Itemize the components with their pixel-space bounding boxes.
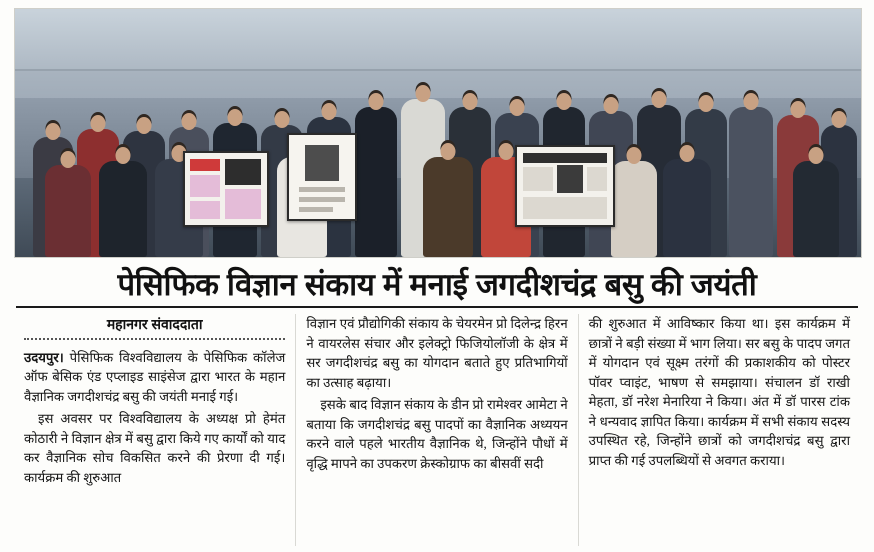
dateline: उदयपुर। bbox=[24, 349, 64, 365]
person bbox=[729, 107, 773, 257]
person bbox=[663, 159, 711, 257]
byline: महानगर संवाददाता bbox=[106, 316, 203, 333]
science-poster bbox=[183, 151, 269, 227]
person bbox=[99, 161, 147, 257]
paragraph: की शुरुआत में आविष्कार किया था। इस कार्यक्रम में छात्रों ने बड़ी संख्या में भाग लिया। सर बसु के पादप जगत में योगदान एवं सूक्ष्म तरंगों की प्रकाशकीय को पोस्टर पॉवर प्वाइंट, भाषण से समझाया। संचालन डॉ राखी मेहता, डॉ नरेश मेनारिया ने किया। अंत में डॉ पारस टांक ने धन्यवाद ज्ञापित किया। कार्यक्रम में सभी संकाय सदस्य उपस्थित रहे, जिन्होंने छात्रों को जगदीशचंद्र बसु द्वारा प्राप्त की गई उपलब्धियों से अवगत कराया। bbox=[588, 316, 850, 468]
paragraph: इस अवसर पर विश्वविद्यालय के अध्यक्ष प्रो हेमंत कोठारी ने विज्ञान क्षेत्र में बसु द्वारा किये गए कार्यों को याद कर वैज्ञानिक सोच विकसित करने की प्रेरणा दी गई। कार्यक्रम की शुरुआत bbox=[24, 411, 286, 485]
person bbox=[423, 157, 473, 257]
article-column-2 bbox=[295, 314, 577, 546]
group-photo bbox=[14, 8, 862, 258]
science-poster bbox=[515, 145, 615, 227]
paragraph: इसके बाद विज्ञान संकाय के डीन प्रो रामेश्वर आमेटा ने बताया कि जगदीशचंद्र बसु पादपों का वैज्ञानिक अध्ययन करने वाले पहले भारतीय वैज्ञानिक थे, जिन्होंने पौधों में वृद्धि मापने का उपकरण क्रेस्कोग्राफ का बीसवीं सदी bbox=[306, 397, 568, 471]
article-headline: पेसिफिक विज्ञान संकाय में मनाई जगदीशचंद्र बसु की जयंती bbox=[117, 267, 757, 302]
byline-divider bbox=[24, 338, 285, 340]
article-columns bbox=[14, 314, 860, 546]
person bbox=[45, 165, 91, 257]
person bbox=[355, 107, 397, 257]
article-column-3 bbox=[578, 314, 860, 546]
photo-canopy bbox=[14, 8, 862, 71]
paragraph bbox=[24, 348, 285, 407]
person bbox=[611, 161, 657, 257]
science-poster bbox=[287, 133, 357, 221]
article-column-1 bbox=[14, 314, 295, 546]
headline-rule bbox=[16, 306, 858, 308]
person bbox=[793, 161, 839, 257]
paragraph: विज्ञान एवं प्रौद्योगिकी संकाय के चेयरमेन प्रो दिलेन्द्र हिरन ने वायरलेस संचार और इलेक्ट्रो फिजियोलॉजी के क्षेत्र में सर जगदीशचंद्र बसु का योगदान बताते हुए प्रतिभागियों का उत्साह बढ़ाया। bbox=[306, 316, 568, 390]
paragraph-text: पेसिफिक विश्वविद्यालय के पेसिफिक कॉलेज ऑफ बेसिक एंड एप्लाइड साइंसेज द्वारा भारत के महान वैज्ञानिक जगदीशचंद्र बसु की जयंती मनाई गई। bbox=[24, 349, 286, 404]
